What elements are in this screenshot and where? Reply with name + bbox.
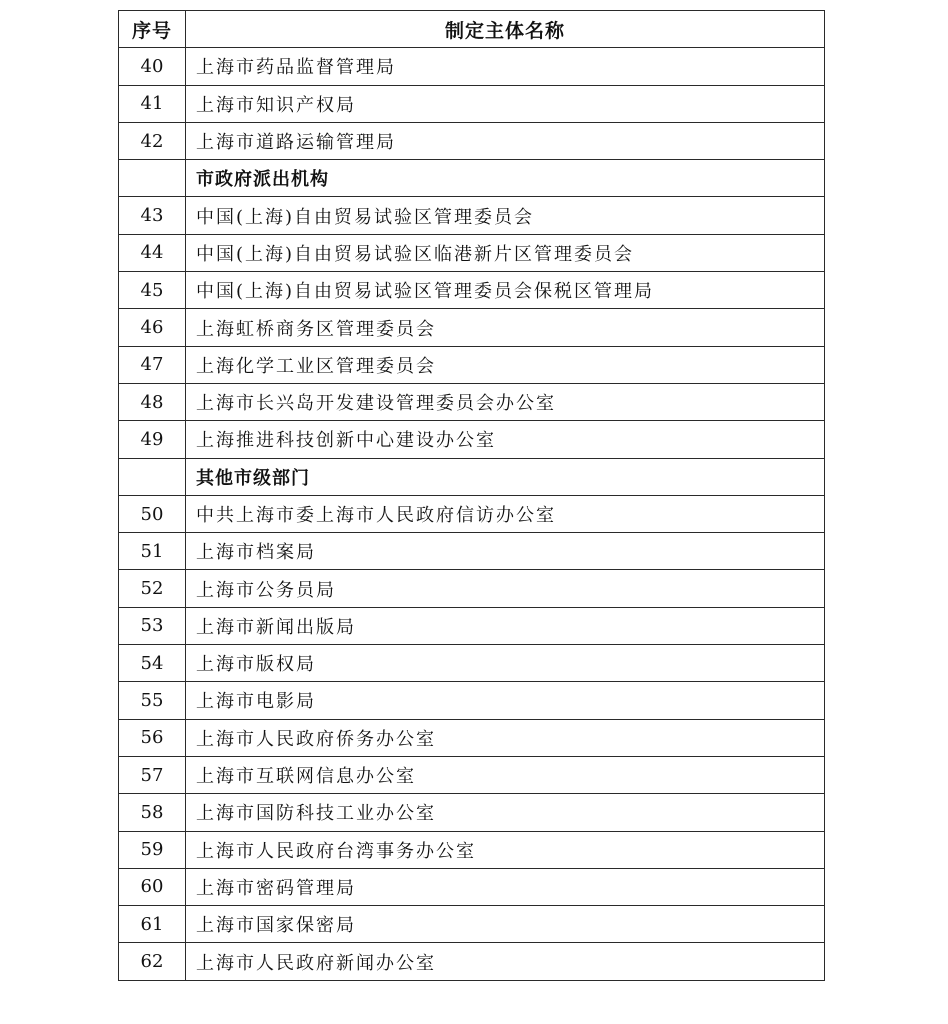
table-row [119, 197, 825, 234]
serial-number-cell: 50 [119, 495, 186, 532]
entity-name-cell: 上海市长兴岛开发建设管理委员会办公室 [186, 383, 825, 420]
table-row [119, 756, 825, 793]
entity-name-cell: 上海市新闻出版局 [186, 607, 825, 644]
entity-name-cell: 上海推进科技创新中心建设办公室 [186, 421, 825, 458]
serial-number-cell: 58 [119, 794, 186, 831]
serial-number-cell: 61 [119, 906, 186, 943]
table-row [119, 48, 825, 85]
entity-name-cell: 上海市人民政府台湾事务办公室 [186, 831, 825, 868]
serial-number-cell: 57 [119, 756, 186, 793]
table-row [119, 383, 825, 420]
serial-number-cell: 62 [119, 943, 186, 980]
table-row [119, 645, 825, 682]
table-row [119, 346, 825, 383]
entity-name-cell: 中国(上海)自由贸易试验区管理委员会 [186, 197, 825, 234]
entity-name-cell: 上海化学工业区管理委员会 [186, 346, 825, 383]
table-row [119, 682, 825, 719]
entity-name-cell: 上海市人民政府新闻办公室 [186, 943, 825, 980]
serial-number-cell [119, 160, 186, 197]
entity-name-cell: 上海市人民政府侨务办公室 [186, 719, 825, 756]
table-row [119, 85, 825, 122]
table-row [119, 122, 825, 159]
section-header-row [119, 160, 825, 197]
entity-name-cell: 上海市电影局 [186, 682, 825, 719]
serial-number-cell [119, 458, 186, 495]
entity-name-cell: 上海市版权局 [186, 645, 825, 682]
entity-name-cell: 上海市互联网信息办公室 [186, 756, 825, 793]
table-row [119, 309, 825, 346]
table-row [119, 607, 825, 644]
table-row [119, 831, 825, 868]
section-title-cell: 其他市级部门 [186, 458, 825, 495]
table-body [119, 48, 825, 980]
serial-number-cell: 59 [119, 831, 186, 868]
header-serial-number: 序号 [119, 11, 186, 48]
serial-number-cell: 49 [119, 421, 186, 458]
serial-number-cell: 43 [119, 197, 186, 234]
serial-number-cell: 42 [119, 122, 186, 159]
table-row [119, 868, 825, 905]
header-entity-name: 制定主体名称 [186, 11, 825, 48]
entity-name-cell: 上海市国家保密局 [186, 906, 825, 943]
entity-name-cell: 上海市国防科技工业办公室 [186, 794, 825, 831]
section-title-cell: 市政府派出机构 [186, 160, 825, 197]
table-row [119, 495, 825, 532]
entity-name-cell: 上海市公务员局 [186, 570, 825, 607]
table-row [119, 234, 825, 271]
serial-number-cell: 48 [119, 383, 186, 420]
serial-number-cell: 56 [119, 719, 186, 756]
serial-number-cell: 53 [119, 607, 186, 644]
table-header-row [119, 11, 825, 48]
entity-name-cell: 中共上海市委上海市人民政府信访办公室 [186, 495, 825, 532]
entity-name-cell: 上海市密码管理局 [186, 868, 825, 905]
serial-number-cell: 40 [119, 48, 186, 85]
table-row [119, 570, 825, 607]
serial-number-cell: 46 [119, 309, 186, 346]
table-row [119, 719, 825, 756]
entity-name-cell: 中国(上海)自由贸易试验区管理委员会保税区管理局 [186, 272, 825, 309]
serial-number-cell: 45 [119, 272, 186, 309]
serial-number-cell: 47 [119, 346, 186, 383]
serial-number-cell: 41 [119, 85, 186, 122]
entity-table [118, 10, 825, 981]
table-row [119, 272, 825, 309]
entity-name-cell: 上海市档案局 [186, 533, 825, 570]
entity-name-cell: 上海市道路运输管理局 [186, 122, 825, 159]
serial-number-cell: 55 [119, 682, 186, 719]
section-header-row [119, 458, 825, 495]
entity-name-cell: 上海虹桥商务区管理委员会 [186, 309, 825, 346]
entity-name-cell: 上海市药品监督管理局 [186, 48, 825, 85]
table-row [119, 906, 825, 943]
entity-name-cell: 中国(上海)自由贸易试验区临港新片区管理委员会 [186, 234, 825, 271]
table-row [119, 533, 825, 570]
table-row [119, 943, 825, 980]
serial-number-cell: 52 [119, 570, 186, 607]
entity-name-cell: 上海市知识产权局 [186, 85, 825, 122]
serial-number-cell: 60 [119, 868, 186, 905]
serial-number-cell: 51 [119, 533, 186, 570]
serial-number-cell: 54 [119, 645, 186, 682]
serial-number-cell: 44 [119, 234, 186, 271]
table-row [119, 794, 825, 831]
table-row [119, 421, 825, 458]
